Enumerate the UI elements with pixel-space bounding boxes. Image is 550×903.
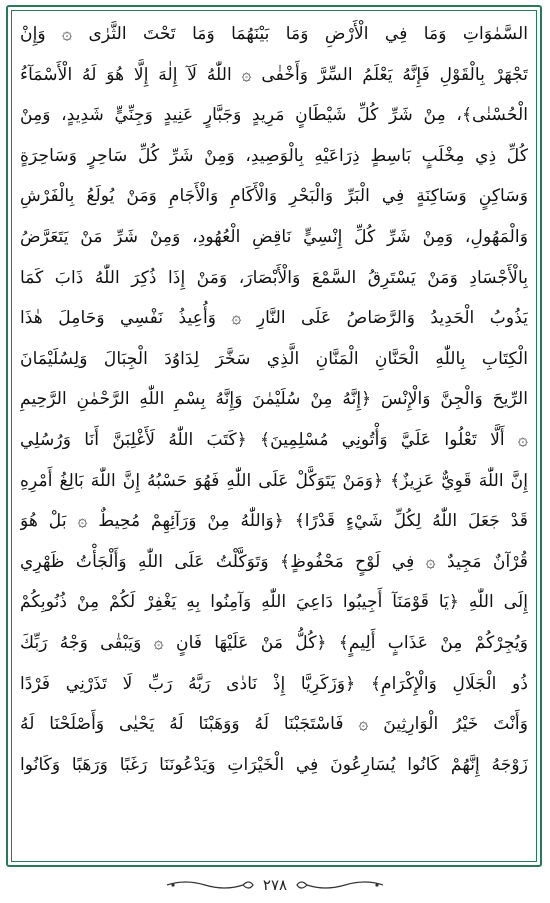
text-line: قُرْآنٌ مَجِيدٌ ۞ فِي لَوْحٍ مَحْفُوظٍ﴾ وَتَوَكَّلْتُ عَلَى اللّٰهِ وَأَلْجَأْتُ ظَهْرِي: [20, 551, 528, 572]
flourish-left-icon: [165, 877, 255, 893]
text-line: وَسَاكِنٍ وَسَاكِنَةٍ فِي الْبَرِّ وَالْبَحْرِ وَالْأَكَامِ وَالْأَجَامِ وَمَنْ يُولَعُ بِالْفَرْشِ: [20, 186, 528, 207]
text-line: السَّمٰوَاتِ وَمَا فِي الْأَرْضِ وَمَا بَيْنَهُمَا وَمَا تَحْتَ الثَّرٰى ۞ وَإِنْ: [20, 24, 528, 44]
text-line: زَوْجَهُ إِنَّهُمْ كَانُوا يُسَارِعُونَ فِي الْخَيْرَاتِ وَيَدْعُونَنَا رَغَبًا وَرَهَبًا وَكَانُوا: [20, 754, 528, 775]
text-line: الْكِتَابِ بِاللّٰهِ الْحَنَّانِ الْمَنَّانِ الَّذِي سَخَّرَ لِدَاوُدَ الْجِبَالَ وَلِسُلَيْمَانَ: [20, 348, 528, 369]
text-line: إِنَّ اللّٰهَ قَوِيٌّ عَزِيزٌ﴾ ﴿وَمَنْ يَتَوَكَّلْ عَلَى اللّٰهِ فَهُوَ حَسْبُهُ إِنَّ اللّٰهَ بَالِغُ أَمْرِهِ: [20, 470, 528, 491]
text-line: بِالْأَجْسَادِ وَمَنْ يَسْتَرِقُ السَّمْعَ وَالْأَبْصَارَ، وَمَنْ إِذَا ذُكِرَ اللّٰهُ ذَابَ كَمَا: [20, 267, 528, 288]
text-line: يَذُوبُ الْحَدِيدُ وَالرَّصَاصُ عَلَى النَّارِ ۞ وَأُعِيذُ نَفْسِي وَحَامِلَ هٰذَا: [20, 308, 528, 329]
page-footer: [0, 871, 550, 899]
text-line: ذُو الْجَلَالِ وَالْإِكْرَامِ﴾ ﴿وَزَكَرِيَّا إِذْ نَادٰى رَبَّهُ رَبِّ لَا تَذَرْنِي فَرْدًا: [20, 673, 528, 694]
text-line: ۞ أَلَّا تَعْلُوا عَلَيَّ وَأْتُونِي مُسْلِمِينَ﴾ ﴿كَتَبَ اللّٰهُ لَأَغْلِبَنَّ أَنَا وَرُسُلِي: [20, 429, 528, 450]
text-line: الْحُسْنٰى﴾، مِنْ شَرِّ كُلِّ شَيْطَانٍ مَرِيدٍ وَجَبَّارٍ عَنِيدٍ وَجِنِّيٍّ شَدِيدٍ، وَمِنْ: [20, 105, 528, 126]
text-line: وَيُجِرْكُمْ مِنْ عَذَابٍ أَلِيمٍ﴾ ﴿كُلُّ مَنْ عَلَيْهَا فَانٍ ۞ وَيَبْقٰى وَجْهُ رَبِّكَ: [20, 632, 528, 653]
text-line: تَجْهَرْ بِالْقَوْلِ فَإِنَّهُ يَعْلَمُ السِّرَّ وَأَخْفٰى ۞ اللّٰهُ لَآ إِلٰهَ إِلَّا هُوَ لَهُ الْأَسْمَآءُ: [20, 64, 528, 85]
text-line: الرِّيحَ وَالْجِنَّ وَالْإِنْسَ ﴿إِنَّهُ مِنْ سُلَيْمٰنَ وَإِنَّهُ بِسْمِ اللّٰهِ الرَّحْمٰنِ الرَّحِيمِ: [20, 389, 528, 410]
text-line: وَأَنْتَ خَيْرُ الْوَارِثِينَ ۞ فَاسْتَجَبْنَا لَهُ وَوَهَبْنَا لَهُ يَحْيٰى وَأَصْلَحْنَا لَهُ: [20, 714, 528, 735]
text-line: إِلَى اللّٰهِ ﴿يَا قَوْمَنَآ أَجِيبُوا دَاعِيَ اللّٰهِ وَآمِنُوا بِهِ يَغْفِرْ لَكُمْ مِنْ ذُنُوبِكُمْ: [20, 592, 528, 613]
text-line: كُلِّ ذِي مِخْلَبٍ بَاسِطٍ ذِرَاعَيْهِ بِالْوَصِيدِ، وَمِنْ شَرِّ كُلِّ سَاحِرٍ وَسَاحِرَةٍ: [20, 145, 528, 166]
text-line: قَدْ جَعَلَ اللّٰهُ لِكُلِّ شَيْءٍ قَدْرًا﴾ ﴿وَاللّٰهُ مِنْ وَرَآئِهِمْ مُحِيطٌ ۞ بَلْ هُوَ: [20, 511, 528, 532]
flourish-right-icon: [295, 877, 385, 893]
page-number: ٢٧٨: [262, 876, 288, 894]
page-text: [20, 14, 528, 785]
text-line: وَالْمَهُولِ، وَمِنْ شَرِّ كُلِّ إِنْسِيٍّ نَاقِضِ الْعُهُودِ، وَمِنْ شَرِّ مَنْ يَتَعَرَّضُ: [20, 226, 528, 247]
